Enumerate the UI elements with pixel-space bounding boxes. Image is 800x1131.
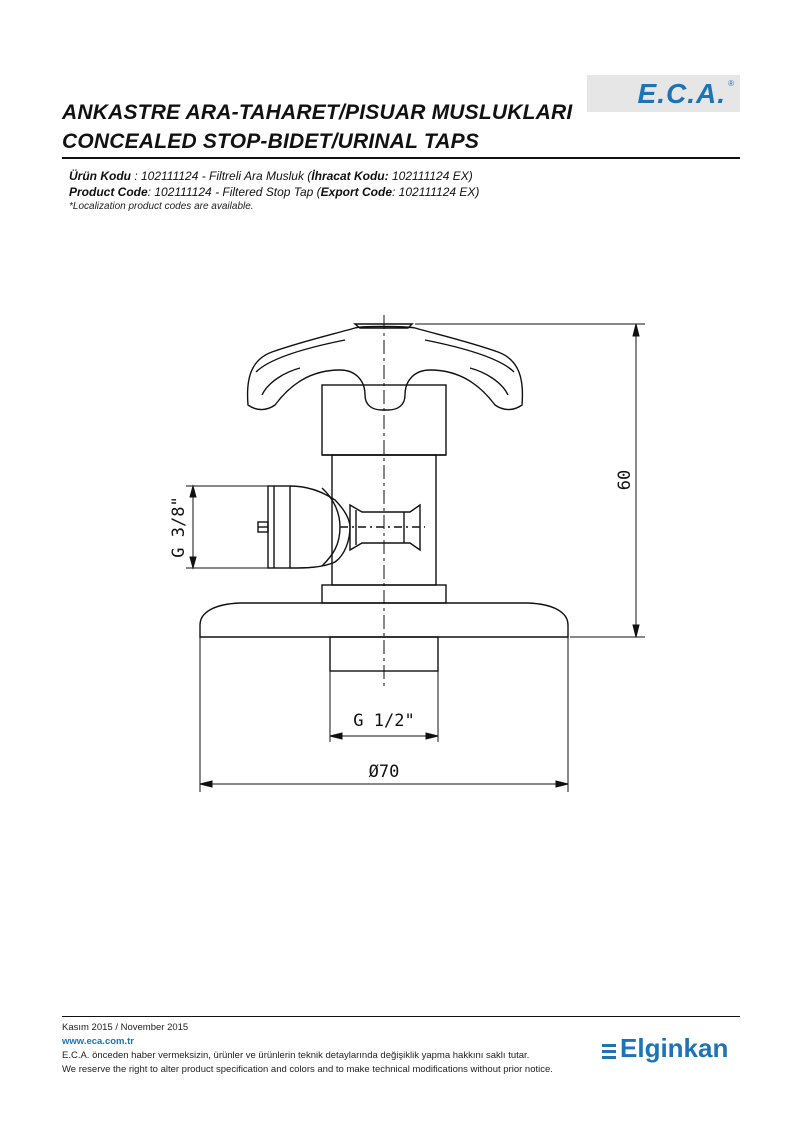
bottom-thread-dimension [330, 671, 438, 742]
dim-side-thread-label: G 3/8" [169, 496, 189, 558]
footer-date: Kasım 2015 / November 2015 [62, 1022, 189, 1033]
filter-cartridge [340, 505, 425, 550]
footer-website-link[interactable]: www.eca.com.tr [62, 1036, 134, 1047]
elginkan-mark-icon [602, 1044, 616, 1060]
dim-height-label: 60 [615, 469, 635, 491]
export-code-en-value: : 102111124 EX) [392, 185, 480, 199]
product-code-en-label: Product Code [69, 185, 148, 199]
tap-handle [248, 324, 523, 410]
registered-mark: ® [728, 79, 734, 88]
export-code-tr-label: İhracat Kodu: [311, 169, 389, 183]
side-thread-dimension [186, 486, 268, 568]
product-code-tr-label: Ürün Kodu [69, 169, 131, 183]
footer-divider [62, 1016, 740, 1017]
title-turkish: ANKASTRE ARA-TAHARET/PISUAR MUSLUKLARI [62, 101, 573, 124]
export-code-tr-value: 102111124 EX) [388, 169, 473, 183]
side-inlet [258, 486, 350, 568]
dim-bottom-thread-label: G 1/2" [353, 711, 415, 731]
footer-disclaimer-en: We reserve the right to alter product specification and colors and to make technical modifications without prior notice. [62, 1064, 553, 1075]
title-english: CONCEALED STOP-BIDET/URINAL TAPS [62, 130, 480, 153]
height-dimension [415, 324, 645, 637]
footer-disclaimer-tr: E.C.A. önceden haber vermeksizin, ürünler ve ürünlerin teknik detaylarında değişiklik yapma hakkını saklı tutar. [62, 1050, 530, 1061]
eca-logo-text: E.C.A. [637, 78, 726, 109]
export-code-en-label: Export Code [320, 185, 393, 199]
product-code-tr-value: : 102111124 - Filtreli Ara Musluk ( [131, 169, 312, 183]
elginkan-logo-text: Elginkan [620, 1033, 729, 1063]
product-code-en-value: : 102111124 - Filtered Stop Tap ( [147, 185, 321, 199]
dim-diameter-label: Ø70 [368, 762, 400, 782]
localization-note: *Localization product codes are available. [69, 201, 254, 212]
